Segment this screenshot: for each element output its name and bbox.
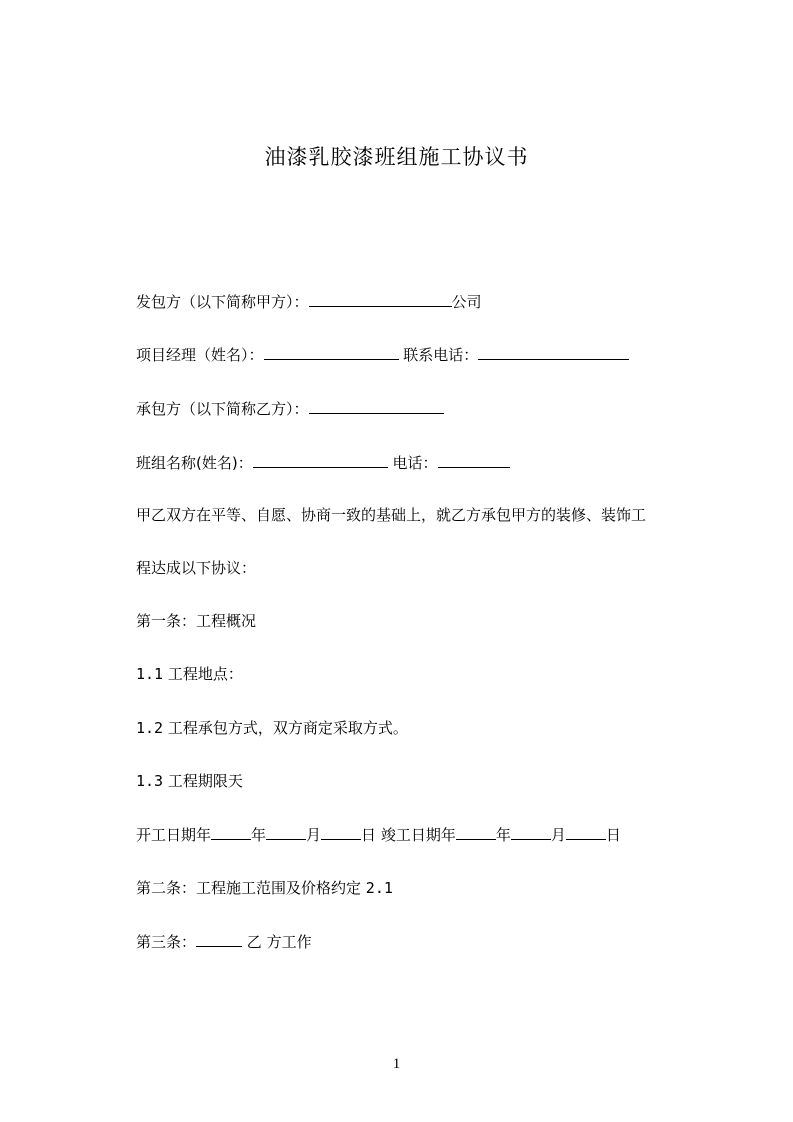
item-1-1-text: 工程地点：: [167, 665, 243, 683]
item-1-2-number: 1.2: [136, 719, 164, 737]
end-month-label: 月: [550, 826, 566, 844]
start-day-blank: [321, 824, 361, 840]
employer-label: 发包方（以下简称甲方）：: [136, 293, 309, 311]
item-1-1-number: 1.1: [136, 665, 164, 683]
manager-blank: [264, 344, 399, 360]
manager-label: 项目经理（姓名）：: [136, 346, 264, 364]
document-title: 油漆乳胶漆班组施工协议书: [264, 145, 529, 169]
contractor-label: 承包方（以下简称乙方）：: [136, 400, 309, 418]
start-day-label: 日: [361, 826, 377, 844]
start-month-label: 月: [306, 826, 322, 844]
end-year-blank: [456, 824, 496, 840]
article-2-number: 2.1: [365, 879, 393, 897]
employer-suffix: 公司: [451, 293, 482, 311]
contact-blank: [478, 344, 629, 360]
end-year-label: 年: [495, 826, 511, 844]
employer-line: [136, 291, 482, 312]
article-3-party: 乙 方工作: [246, 933, 312, 951]
item-1-3-text: 工程期限天: [167, 772, 243, 790]
article-3-blank: [196, 931, 242, 947]
article-3-heading: [136, 931, 312, 952]
manager-line: [136, 344, 629, 365]
article-2-heading: [136, 878, 393, 898]
phone-label: 电话：: [392, 454, 438, 472]
employer-blank: [309, 291, 452, 307]
item-1-2-text: 工程承包方式，双方商定采取方式。: [167, 719, 408, 737]
team-blank: [253, 452, 388, 468]
article-2-text: 第二条：工程施工范围及价格约定: [136, 879, 362, 897]
intro-line-1: 甲乙双方在平等、自愿、协商一致的基础上，就乙方承包甲方的装修、装饰工: [136, 506, 647, 524]
article-1-heading: 第一条：工程概况: [136, 612, 257, 630]
start-month-blank: [266, 824, 306, 840]
team-line: [136, 452, 510, 473]
start-year-label: 年: [251, 826, 267, 844]
end-day-label: 日: [605, 826, 621, 844]
start-date-label: 开工日期年: [136, 826, 212, 844]
end-day-blank: [566, 824, 606, 840]
team-label: 班组名称(姓名)：: [136, 454, 253, 472]
end-month-blank: [511, 824, 551, 840]
contact-label: 联系电话：: [403, 346, 479, 364]
contractor-blank: [309, 398, 444, 414]
end-date-label: 竣工日期年: [380, 826, 456, 844]
page-number: 1: [392, 1056, 401, 1072]
item-1-3-number: 1.3: [136, 772, 164, 790]
phone-blank: [438, 452, 510, 468]
item-1-2: [136, 718, 408, 738]
intro-line-2: 程达成以下协议：: [136, 559, 257, 577]
article-3-label: 第三条：: [136, 933, 197, 951]
start-year-blank: [211, 824, 251, 840]
contractor-line: [136, 398, 444, 419]
dates-line: [136, 824, 621, 845]
item-1-3: [136, 771, 243, 791]
item-1-1: [136, 664, 243, 684]
